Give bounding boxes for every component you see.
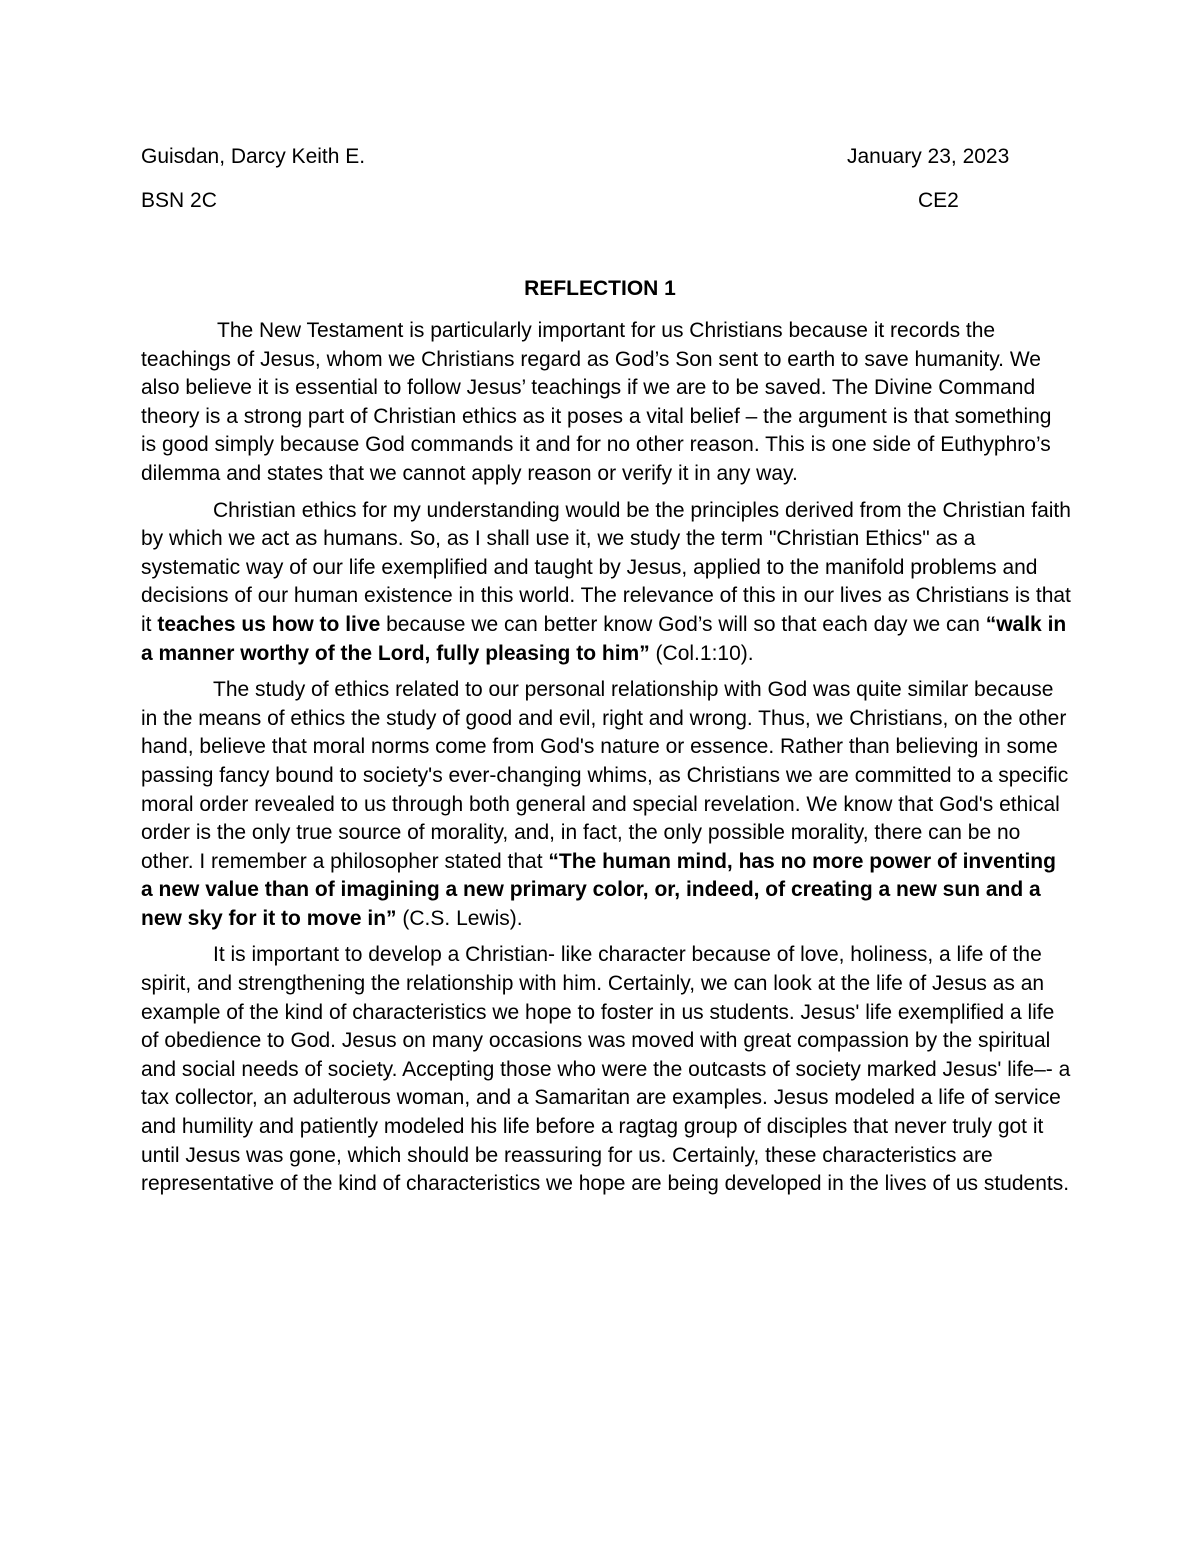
paragraph-3-text: The study of ethics related to our personal relationship with God was quite similar because in the means of ethics the study of good and evil, right and wrong. Thus, we Christians, on the other hand, believe that moral norms come from God's nature or essence. Rather than believing in some passing fancy bound to society's ever-changing whims, as Christians we are committed to a specific moral order revealed to us through both general and special revelation. We know that God's ethical order is the only true source of morality, and, in fact, the only possible morality, there can be no other. I remember a philosopher stated that [141,678,1069,873]
document-date: January 23, 2023 [847,145,1010,168]
paragraph-2-bold-quote: “walk in a manner worthy of the Lord, fully pleasing to him” [141,612,1067,665]
paragraph-2-bold-a: teaches us how to live [157,612,381,636]
course-code: CE2 [918,189,959,212]
paragraph-4: It is important to develop a Christian- like character because of love, holiness, a life of the spirit, and strengthening the relationship with him. Certainly, we can look at the life of Jesus as an example of the kind of characteristics we hope to foster in us students. Jesus' life exemplified a life of obedience to God. Jesus on many occasions was moved with great compassion by the spiritual and social needs of society. Accepting those who were the outcasts of society marked Jesus' life–- a tax collector, an adulterous woman, and a Samaritan are examples. Jesus modeled a life of service and humility and patiently modeled his life before a ragtag group of disciples that never truly got it until Jesus was gone, which should be reassuring for us. Certainly, these characteristics are representative of the kind of characteristics we hope are being developed in the lives of us students. [141,943,1071,1196]
paragraph-2-text-b: because we can better know God’s will so that each day we can [380,612,986,636]
student-name: Guisdan, Darcy Keith E. [141,145,366,168]
document-title: REFLECTION 1 [524,277,676,300]
paragraph-2 [141,497,1071,669]
paragraph-2-citation: (Col.1:10). [649,641,754,665]
student-section: BSN 2C [141,189,217,212]
paragraph-2-text-a: Christian ethics for my understanding would be the principles derived from the Christian faith by which we act as humans. So, as I shall use it, we study the term "Christian Ethics" as a systematic way of our life exemplified and taught by Jesus, applied to the manifold problems and decisions of our human existence in this world. The relevance of this in our lives as Christians is that it [141,498,1071,636]
paragraph-3 [141,676,1071,933]
paragraph-3-citation: (C.S. Lewis). [396,906,523,930]
document-body [141,317,1071,1207]
paragraph-3-bold-quote: “The human mind, has no more power of inventing a new value than of imagining a new primary color, or, indeed, of creating a new sun and a new sky for it to move in” [141,849,1056,930]
paragraph-1: The New Testament is particularly important for us Christians because it records the teachings of Jesus, whom we Christians regard as God’s Son sent to earth to save humanity. We also believe it is essential to follow Jesus’ teachings if we are to be saved. The Divine Command theory is a strong part of Christian ethics as it poses a vital belief – the argument is that something is good simply because God commands it and for no other reason. This is one side of Euthyphro’s dilemma and states that we cannot apply reason or verify it in any way. [141,319,1052,485]
